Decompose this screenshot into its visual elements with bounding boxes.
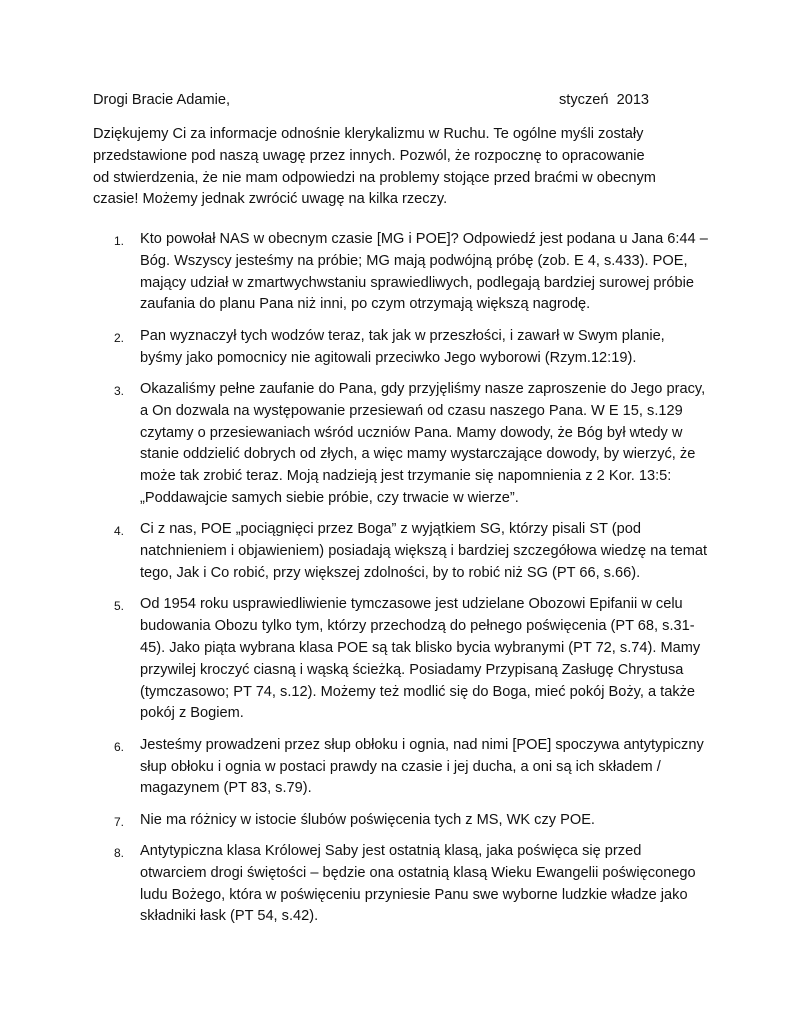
numbered-list: [93, 229, 713, 938]
list-item-number: 6.: [114, 739, 125, 754]
list-item-number: 5.: [114, 599, 125, 614]
salutation: Drogi Bracie Adamie,: [93, 92, 231, 108]
list-item-text: Nie ma różnicy w istocie ślubów poświęcenia tych z MS, WK czy POE.: [140, 811, 595, 828]
list-item: [93, 229, 713, 316]
list-item-text: Jesteśmy prowadzeni przez słup obłoku i ognia, nad nimi [POE] spoczywa antytypiczny słup obłoku i ognia w postaci prawdy na czasie i jej ducha, a oni są ich składem / magazynem (PT 83, s.79).: [140, 736, 704, 797]
list-item-number: 2.: [114, 330, 125, 345]
list-item: [93, 326, 713, 370]
list-item-text: Ci z nas, POE „pociągnięci przez Boga” z wyjątkiem SG, którzy pisali ST (pod natchnieniem i objawieniem) posiadają większą i bardziej szczegółowa wiedzę na temat tego, Jak i Co robić, przy większej zdolności, by to robić niż SG (PT 66, s.66).: [140, 521, 708, 581]
list-item-number: 3.: [114, 383, 125, 398]
list-item: [93, 841, 713, 928]
list-item: [93, 810, 713, 832]
list-item-number: 1.: [114, 234, 125, 248]
list-item-number: 7.: [114, 814, 125, 829]
list-item: [93, 379, 713, 510]
list-item: [93, 519, 713, 584]
list-item-text: Od 1954 roku usprawiedliwienie tymczasowe jest udzielane Obozowi Epifanii w celu budowania Obozu tylko tym, którzy przechodzą do pełnego poświęcenia (PT 68, s.31-45). Jako piąta wybrana klasa POE są tak blisko bycia wybranymi (PT 72, s.74). Mamy przywilej kroczyć ciasną i wąską ścieżką. Posiadamy Przypisaną Zasługę Chrystusa (tymczasowo; PT 74, s.12). Możemy też modlić się do Boga, mieć pokój Boży, a także pokój z Bogiem.: [140, 596, 701, 722]
letter-header: [93, 90, 653, 112]
letter-date: styczeń 2013: [559, 92, 650, 108]
list-item-text: Antytypiczna klasa Królowej Saby jest ostatnią klasą, jaka poświęca się przed otwarciem drogi świętości – będzie ona ostatnią klasą Wieku Ewangelii poświęconego ludu Bożego, która w poświęceniu przyniesie Panu swe wyborne ludzkie władze jako składniki łask (PT 54, s.42).: [140, 843, 696, 925]
intro-paragraph: Dziękujemy Ci za informacje odnośnie klerykalizmu w Ruchu. Te ogólne myśli zostały przedstawione pod naszą uwagę przez innych. Pozwól, że rozpocznę to opracowanie od stwierdzenia, że nie mam odpowiedzi na problemy stojące przed braćmi w obecnym czasie! Możemy jednak zwrócić uwagę na kilka rzeczy.: [93, 126, 656, 208]
list-item-text: Pan wyznaczył tych wodzów teraz, tak jak w przeszłości, i zawarł w Swym planie, byśmy jako pomocnicy nie agitowali przeciwko Jego wyborowi (Rzym.12:19).: [140, 327, 665, 366]
list-item-number: 8.: [114, 846, 125, 861]
list-item: [93, 594, 713, 725]
list-item-text: Okazaliśmy pełne zaufanie do Pana, gdy przyjęliśmy nasze zaproszenie do Jego pracy, a On dozwala na występowanie przesiewań od czasu naszego Pana. W E 15, s.129 czytamy o przesiewaniach wśród uczniów Pana. Mamy dowody, że Bóg był wtedy w stanie oddzielić dobrych od złych, a więc mamy wystarczające dowody, by wierzyć, że może tak zrobić teraz. Moją nadzieją jest trzymanie się napomnienia z 2 Kor. 13:5: „Poddawajcie samych siebie próbie, czy trwacie w wierze”.: [140, 380, 706, 506]
list-item-number: 4.: [114, 524, 125, 539]
list-item: [93, 735, 713, 800]
list-item-text: Kto powołał NAS w obecnym czasie [MG i POE]? Odpowiedź jest podana u Jana 6:44 – Bóg. Wszyscy jesteśmy na próbie; MG mają podwójną próbę (zob. E 4, s.433). POE, mający udział w zmartwychwstaniu sprawiedliwych, podlegają bardziej surowej próbie zaufania do planu Pana niż inni, po czym otrzymają większą nagrodę.: [140, 231, 708, 313]
